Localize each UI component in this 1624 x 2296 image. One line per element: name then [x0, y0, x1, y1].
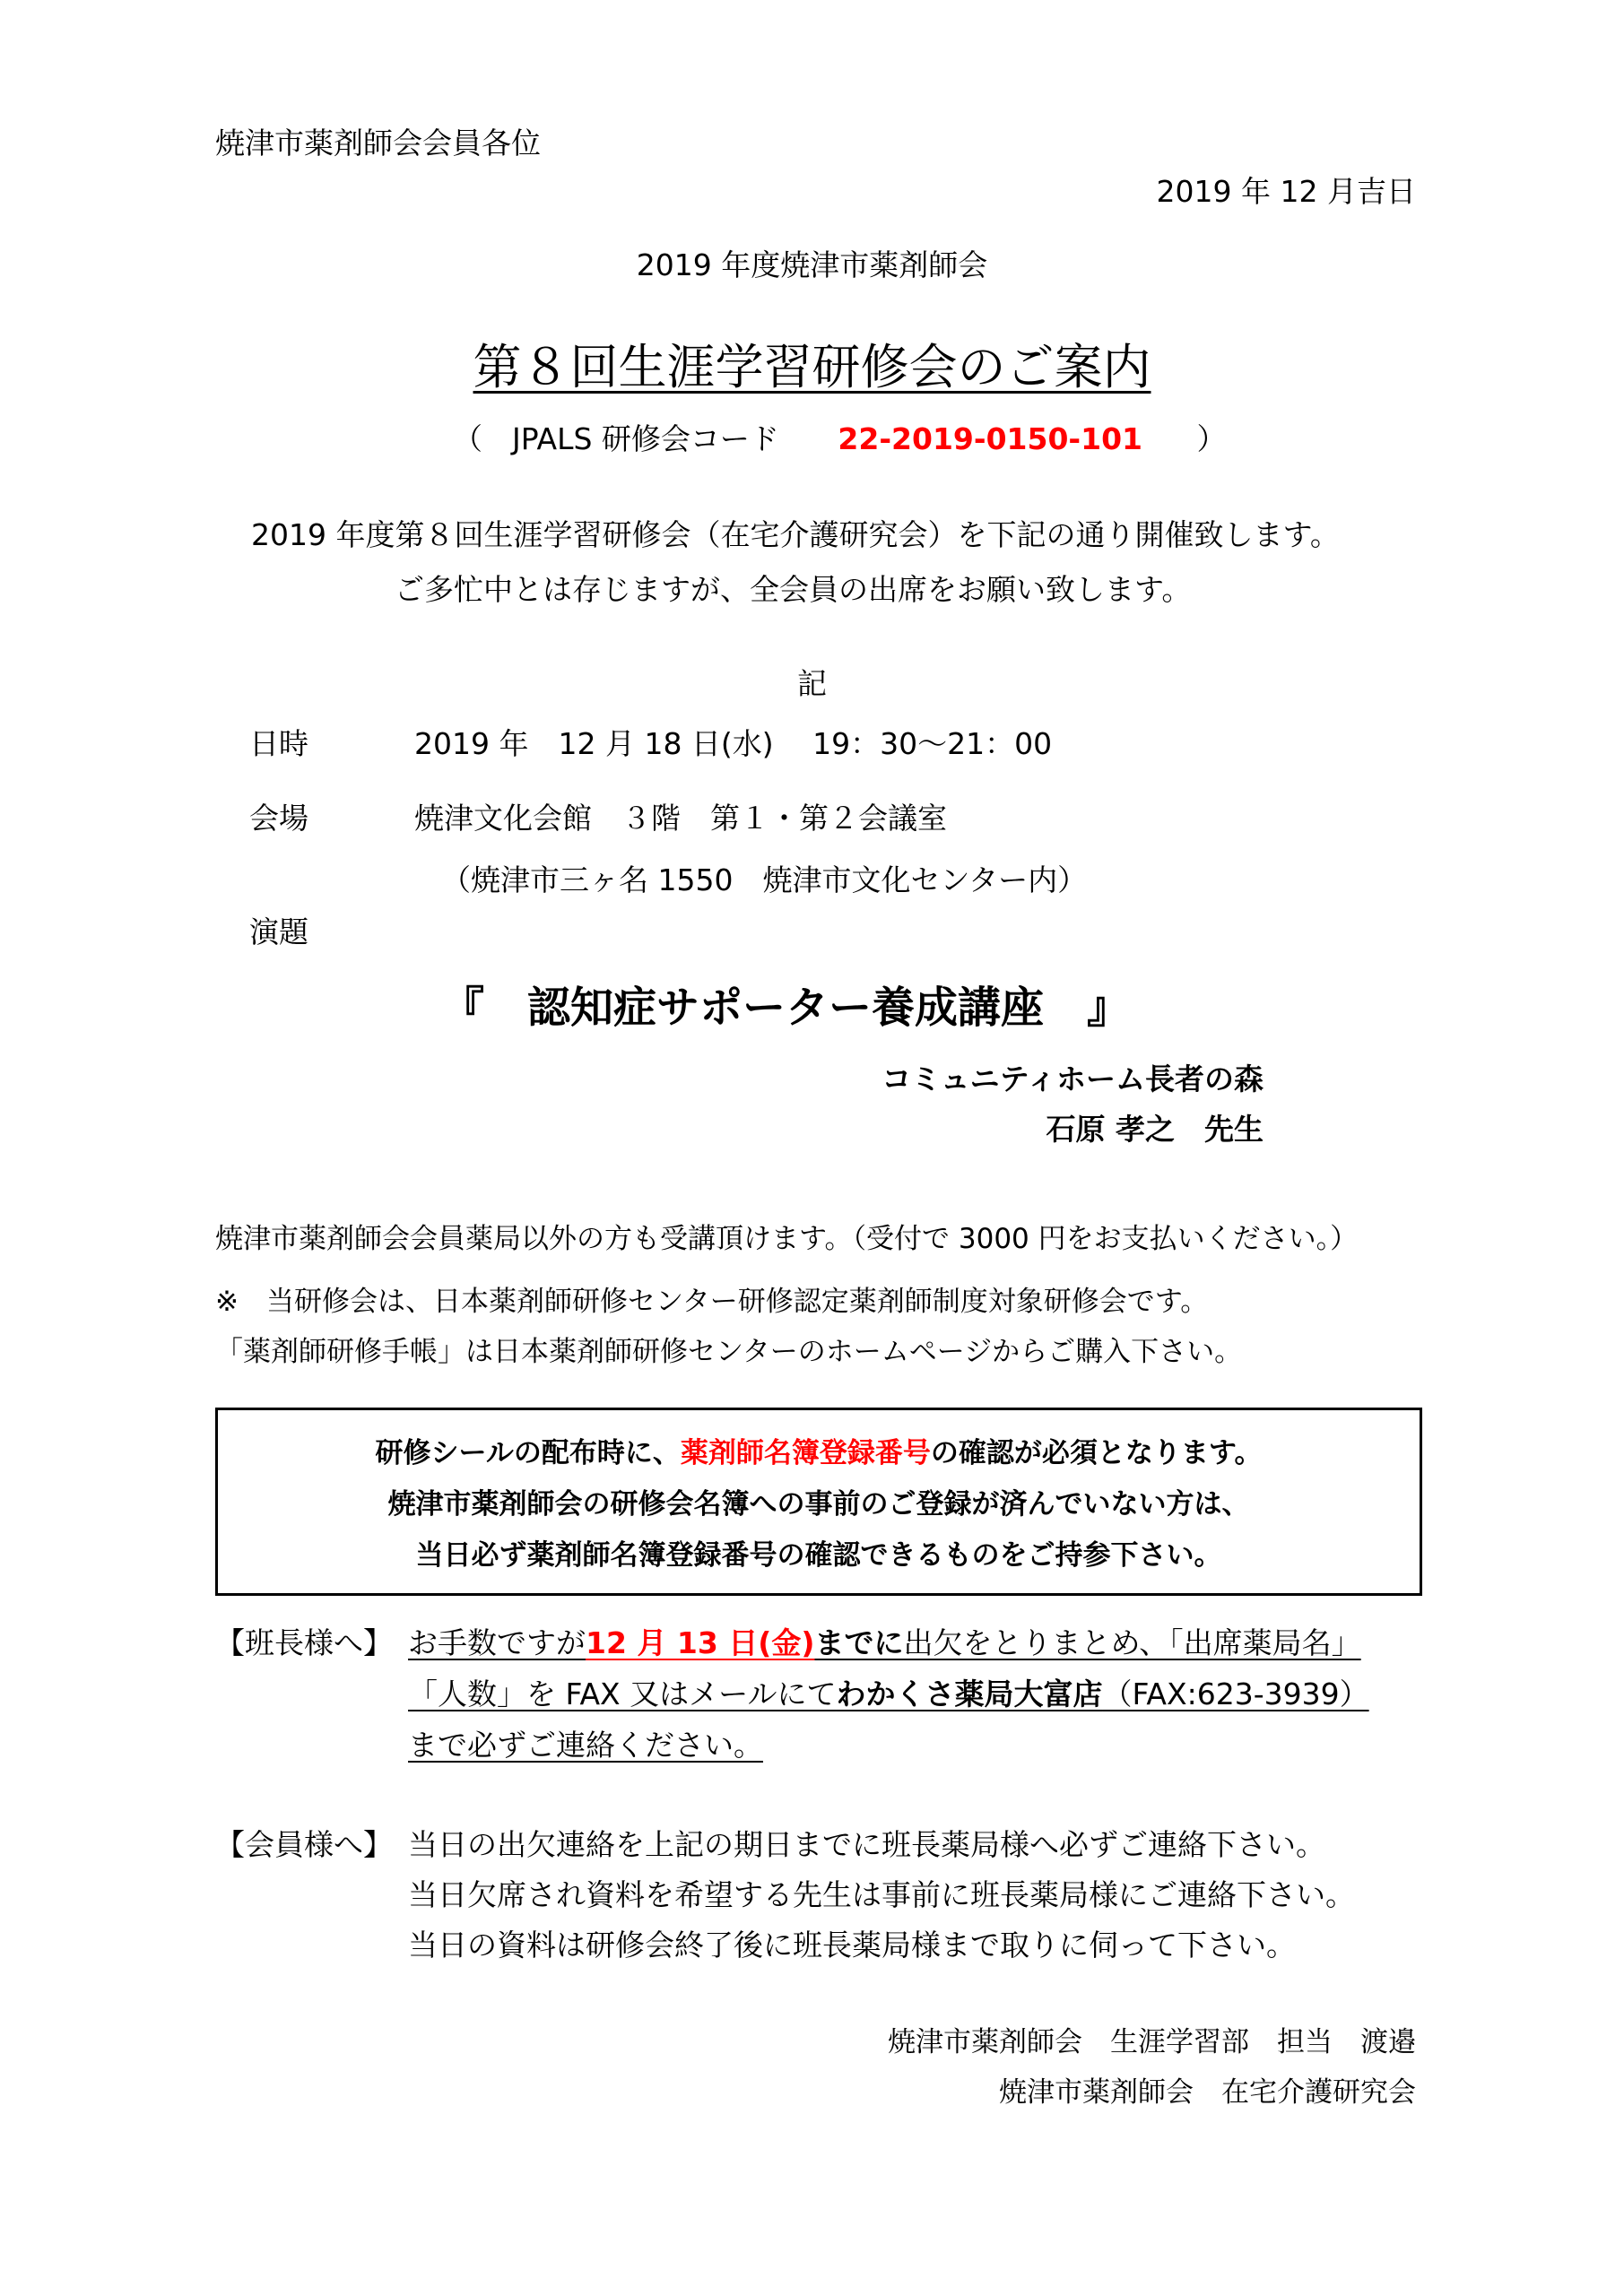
fee-note: 焼津市薬剤師会会員薬局以外の方も受講頂けます。（受付で 3000 円をお支払いください。） [215, 1223, 1359, 1255]
members-line-2: 当日欠席され資料を希望する先生は事前に班長薬局様にご連絡下さい。 [408, 1877, 1355, 1912]
lecturer-name: 石原 孝之 先生 [1046, 1112, 1264, 1147]
certification-note: ※ 当研修会は、日本薬剤師研修センター研修認定薬剤師制度対象研修会です。 [215, 1286, 1209, 1318]
leaders-line-2-pre: 「人数」を FAX 又はメールにて [408, 1677, 837, 1711]
jpals-label: （ JPALS 研修会コード [453, 421, 779, 456]
ki-heading: 記 [797, 666, 827, 701]
issue-date: 2019 年 12 月吉日 [1156, 174, 1416, 209]
lecturer-organization: コミュニティホーム長者の森 [881, 1061, 1264, 1096]
members-line-3: 当日の資料は研修会終了後に班長薬局様まで取りに伺って下さい。 [408, 1928, 1296, 1962]
footer-organizer: 焼津市薬剤師会 在宅介護研究会 [999, 2076, 1416, 2109]
jpals-close: ） [1196, 421, 1227, 456]
venue-address: （焼津市三ヶ名 1550 焼津市文化センター内） [441, 862, 1088, 897]
jpals-line [453, 421, 1227, 457]
registration-number-highlight: 薬剤師名簿登録番号 [680, 1437, 931, 1469]
leaders-line-2 [408, 1677, 1369, 1712]
leaders-line-3-text: まで必ずご連絡ください。 [408, 1728, 763, 1763]
notice-line-1-pre: 研修シールの配布時に、 [375, 1437, 681, 1469]
leaders-label: 【班長様へ】 [215, 1625, 393, 1660]
datetime-value: 2019 年 12 月 18 日(水) 19：30～21：00 [414, 726, 1053, 761]
fax-number: （FAX:623-3939） [1102, 1677, 1369, 1711]
notice-line-1-post: の確認が必須となります。 [930, 1437, 1263, 1469]
notice-line-1 [218, 1435, 1420, 1471]
jpals-code: 22-2019-0150-101 [838, 421, 1143, 456]
leaders-line-3 [408, 1728, 763, 1763]
members-line-1: 当日の出欠連絡を上記の期日までに班長薬局様へ必ずご連絡下さい。 [408, 1827, 1325, 1862]
page-title-wrap [0, 339, 1624, 396]
handbook-note: 「薬剤師研修手帳」は日本薬剤師研修センターのホームページからご購入下さい。 [215, 1336, 1243, 1368]
leaders-line-1-pre: お手数ですが [408, 1625, 586, 1660]
pharmacy-name: わかくさ薬局大富店 [836, 1677, 1103, 1711]
leaders-line-1 [408, 1625, 1361, 1661]
leaders-line-1-bold: までに [814, 1625, 904, 1660]
members-label: 【会員様へ】 [215, 1827, 393, 1862]
datetime-label: 日時 [249, 726, 308, 761]
addressee: 焼津市薬剤師会会員各位 [215, 126, 541, 160]
topic-label: 演題 [249, 914, 308, 949]
lecture-title: 『 認知症サポーター養成講座 』 [441, 983, 1131, 1033]
organization-year: 2019 年度焼津市薬剤師会 [636, 247, 988, 282]
venue-label: 会場 [249, 801, 308, 836]
page-title: 第８回生涯学習研修会のご案内 [473, 339, 1151, 395]
venue-value: 焼津文化会館 ３階 第１・第２会議室 [414, 801, 947, 836]
footer-contact: 焼津市薬剤師会 生涯学習部 担当 渡邉 [888, 2026, 1416, 2058]
intro-line-1: 2019 年度第８回生涯学習研修会（在宅介護研究会）を下記の通り開催致します。 [251, 517, 1340, 552]
leaders-line-1-post: 出欠をとりまとめ、「出席薬局名」 [903, 1625, 1361, 1660]
notice-line-2: 焼津市薬剤師会の研修会名簿への事前のご登録が済んでいない方は、 [387, 1488, 1250, 1521]
deadline-date: 12 月 13 日(金) [586, 1625, 815, 1660]
notice-line-3: 当日必ず薬剤師名簿登録番号の確認できるものをご持参下さい。 [415, 1539, 1222, 1572]
notice-box [215, 1408, 1422, 1596]
intro-line-2: ご多忙中とは存じますが、全会員の出席をお願い致します。 [395, 572, 1192, 607]
